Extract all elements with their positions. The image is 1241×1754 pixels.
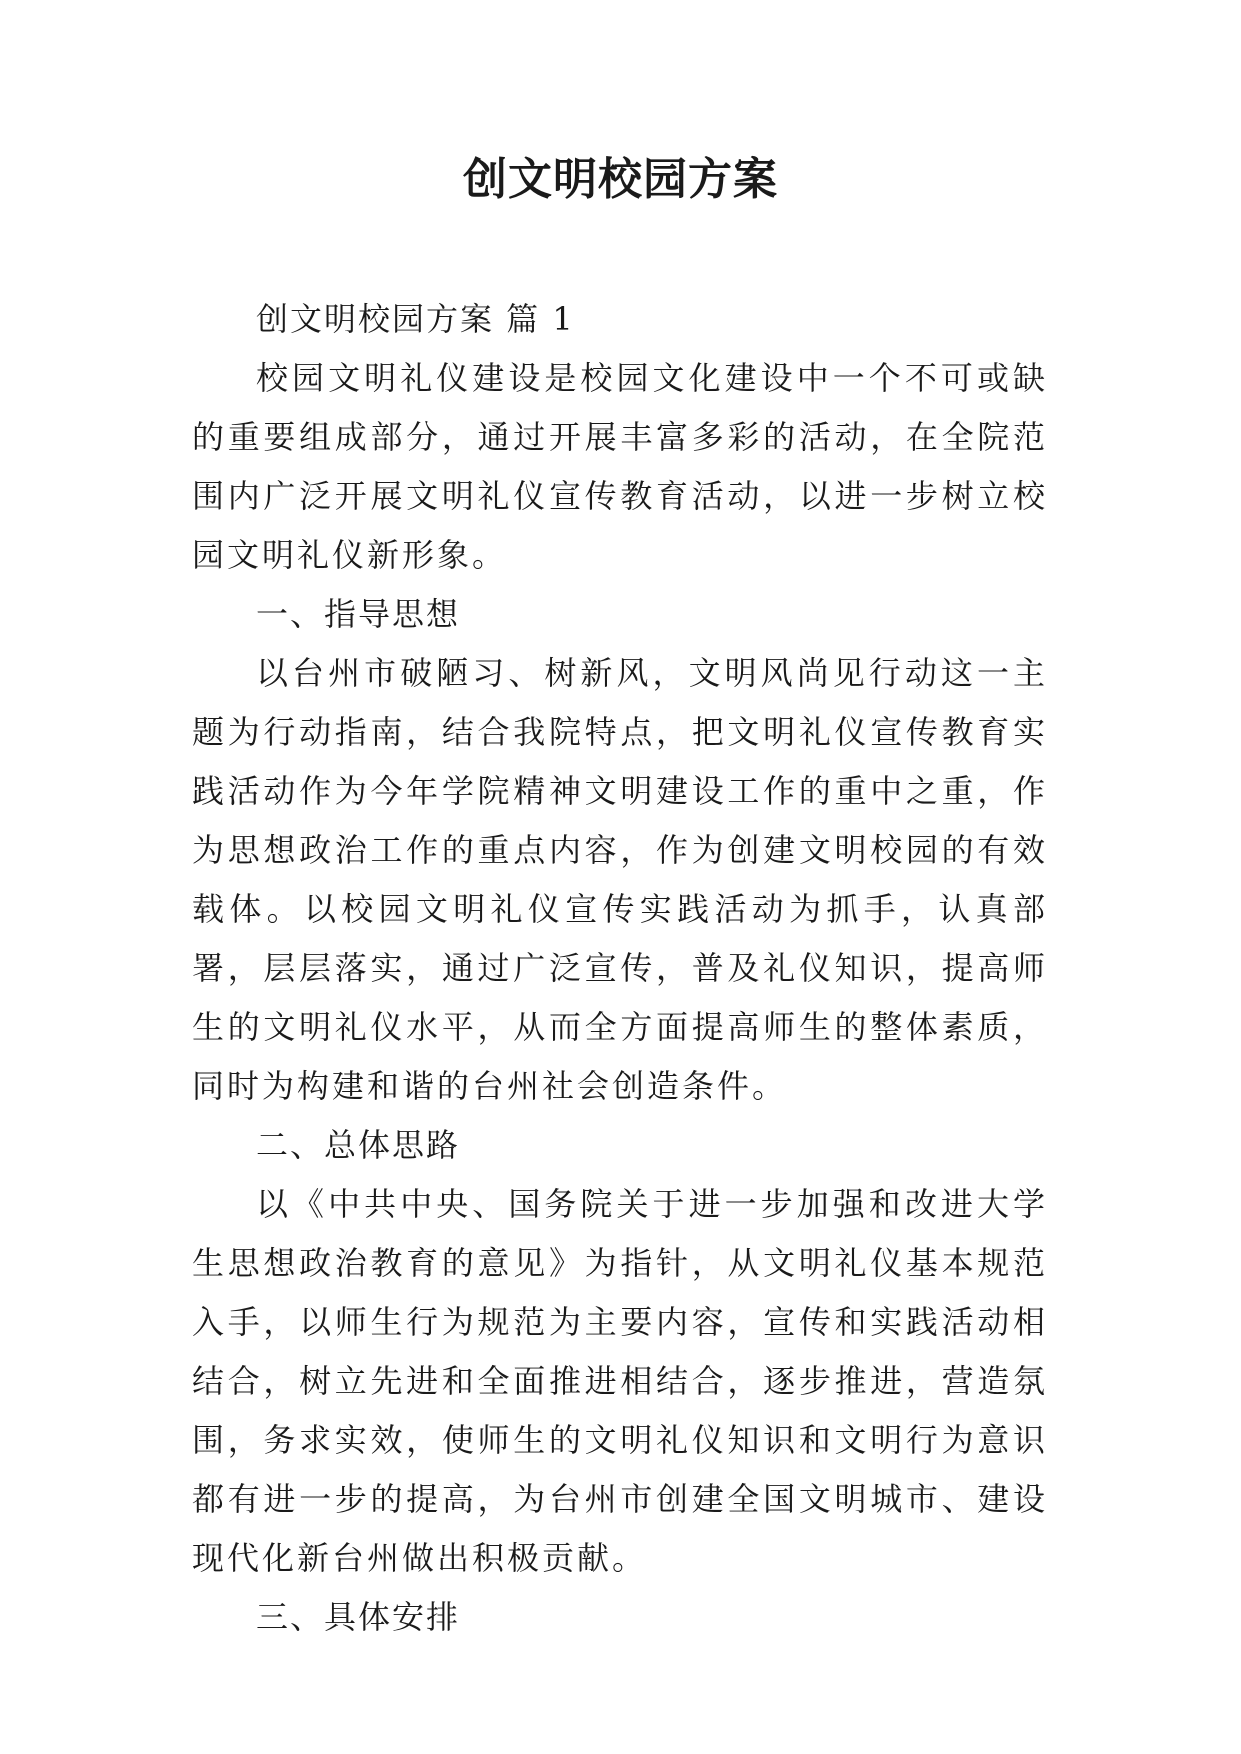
document-body: [192, 290, 1048, 1647]
section-heading-specific-arrangements: 三、具体安排: [256, 1598, 461, 1636]
guiding-ideology-paragraph: 以台州市破陋习、树新风，文明风尚见行动这一主题为行动指南，结合我院特点，把文明礼仪宣传教育实践活动作为今年学院精神文明建设工作的重中之重，作为思想政治工作的重点内容，作为创建文明校园的有效载体。以校园文明礼仪宣传实践活动为抓手，认真部署，层层落实，通过广泛宣传，普及礼仪知识，提高师生的文明礼仪水平，从而全方面提高师生的整体素质，同时为构建和谐的台州社会创造条件。: [192, 654, 1048, 1105]
intro-paragraph: 校园文明礼仪建设是校园文化建设中一个不可或缺的重要组成部分，通过开展丰富多彩的活动，在全院范围内广泛开展文明礼仪宣传教育活动，以进一步树立校园文明礼仪新形象。: [192, 359, 1048, 574]
section-heading-guiding-ideology: 一、指导思想: [256, 595, 461, 633]
article-subtitle: 创文明校园方案 篇 1: [256, 300, 575, 338]
section-heading-overall-approach: 二、总体思路: [256, 1126, 461, 1164]
overall-approach-paragraph: 以《中共中央、国务院关于进一步加强和改进大学生思想政治教育的意见》为指针，从文明礼仪基本规范入手，以师生行为规范为主要内容，宣传和实践活动相结合，树立先进和全面推进相结合，逐步推进，营造氛围，务求实效，使师生的文明礼仪知识和文明行为意识都有进一步的提高，为台州市创建全国文明城市、建设现代化新台州做出积极贡献。: [192, 1185, 1048, 1577]
document-title: 创文明校园方案: [463, 154, 778, 205]
